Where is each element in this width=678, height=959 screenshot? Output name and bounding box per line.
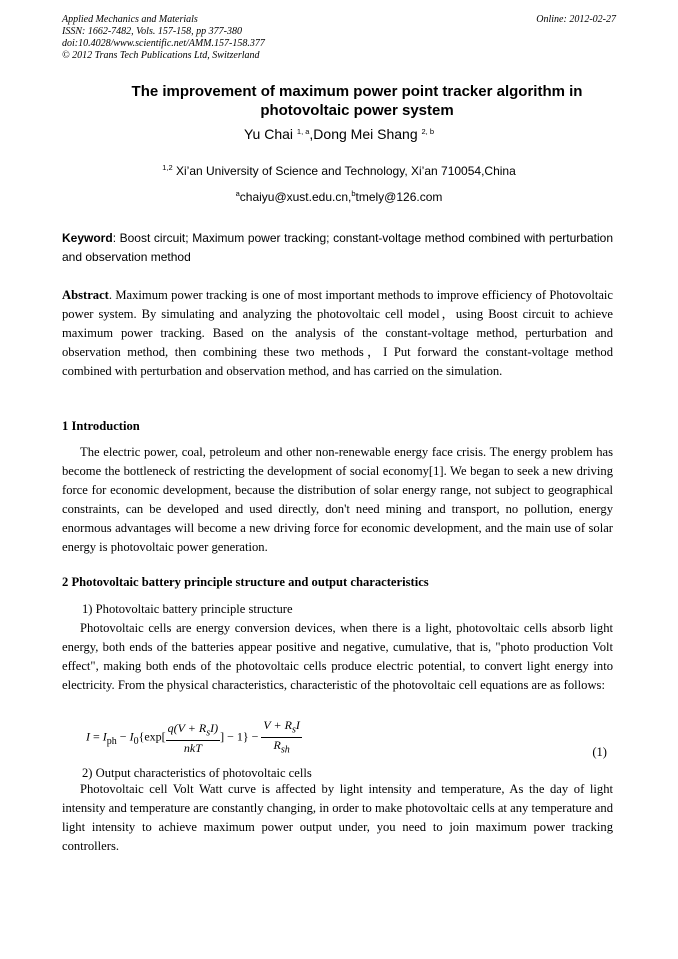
author-1-affil-mark: 1, a	[296, 127, 310, 136]
affiliation	[62, 164, 616, 178]
eq-exp-close: ] − 1} −	[220, 729, 262, 744]
equation-1	[86, 718, 613, 758]
eq-iph: I	[102, 729, 107, 744]
eq-fraction-2	[261, 718, 301, 758]
author-list	[62, 126, 616, 142]
email-a: chaiyu@xust.edu.cn,	[239, 190, 352, 204]
eq-exp-open: {exp[	[138, 729, 166, 744]
email-b: tmely@126.com	[355, 190, 443, 204]
subsection-2-heading: 2) Output characteristics of photovoltaic cells	[82, 766, 312, 780]
author-2-affil-mark: 2, b	[421, 127, 435, 136]
eq-sub-ph: ph	[106, 736, 117, 748]
email-line	[62, 190, 616, 204]
eq-minus: −	[116, 729, 130, 744]
abstract-label: Abstract	[62, 288, 109, 302]
eq-frac2-den-sub: sh	[280, 744, 290, 756]
keywords	[62, 229, 613, 267]
issn-line: ISSN: 1662-7482, Vols. 157-158, pp 377-380	[62, 26, 242, 37]
title-line-1: The improvement of maximum power point tracker algorithm in	[131, 83, 583, 100]
author-1: Yu Chai	[243, 126, 294, 142]
eq-equals: =	[90, 729, 103, 744]
section-1-paragraph: The electric power, coal, petroleum and other non-renewable energy face crisis. The energy problem has become the bottleneck of restricting the development of social economy[1]. We began to seek a new driving force for economic development, because the distribution of solar energy range, not subject to geographical constraints, can be developed and used directly, don't need mining and transport, no pollution, energy enormous advantages will become a new driving force for economic development, and the main use of solar energy is photovoltaic power generation.	[62, 445, 613, 554]
eq-frac1-sub: s	[206, 727, 211, 739]
eq-frac2-sub: s	[291, 724, 296, 736]
keywords-label: Keyword	[62, 231, 113, 245]
section-2-paragraph-1: Photovoltaic cells are energy conversion devices, when there is a light, photovoltaic cells absorb light energy, both ends of the batteries appear positive and negative, cumulative, that is, "photo production Volt effect", making both ends of the photovoltaic cells produce electric potential, to convert light energy into electricity. From the physical characteristics, characteristic of the photovoltaic cell equations are as follows:	[62, 621, 613, 692]
eq-frac1-den: nkT	[183, 741, 202, 756]
section-1-heading: 1 Introduction	[62, 419, 140, 433]
eq-frac2-den: R	[273, 738, 281, 753]
subsection-1-heading: 1) Photovoltaic battery principle structure	[82, 602, 293, 616]
keywords-text: : Boost circuit; Maximum power tracking; constant-voltage method combined with perturbation and observation method	[62, 231, 613, 264]
eq-lhs: I	[86, 729, 90, 744]
email-b-mark: b	[351, 189, 356, 198]
affiliation-text: Xi’an University of Science and Technology, Xi’an 710054,China	[172, 164, 516, 178]
section-2-paragraph-2: Photovoltaic cell Volt Watt curve is affected by light intensity and temperature, As the day of light intensity and temperature are constantly changing, in order to make photovoltaic cells at any temperature and light intensity to achieve maximum power output under, you need to join maximum power tracking controllers.	[62, 782, 613, 853]
eq-i0: I	[129, 729, 134, 744]
doi-line: doi:10.4028/www.scientific.net/AMM.157-158.377	[62, 38, 265, 49]
eq-fraction-1	[166, 721, 220, 755]
online-date: Online: 2012-02-27	[536, 14, 616, 25]
eq-frac1-num-tail: I)	[210, 720, 219, 735]
abstract	[62, 286, 613, 381]
email-a-mark: a	[235, 189, 240, 198]
journal-name: Applied Mechanics and Materials	[62, 14, 198, 25]
journal-header	[62, 14, 616, 62]
eq-sub-0: 0	[133, 736, 139, 748]
affiliation-mark: 1,2	[162, 163, 173, 172]
equation-number: (1)	[592, 745, 607, 759]
paper-title	[62, 82, 652, 120]
eq-frac2-num-tail: I	[295, 718, 300, 732]
copyright-line: © 2012 Trans Tech Publications Ltd, Switzerland	[62, 50, 260, 61]
section-2-heading: 2 Photovoltaic battery principle structure and output characteristics	[62, 575, 429, 589]
eq-frac2-num: V + R	[263, 718, 292, 732]
title-line-2: photovoltaic power system	[260, 102, 454, 119]
abstract-text: . Maximum power tracking is one of most important methods to improve efficiency of Photovoltaic power system. By simulating and analyzing the photovoltaic cell model，using Boost circuit to achieve maximum power tracking. Based on the analysis of the constant-voltage method, perturbation and observation method, then combining these two methods，I Put forward the constant-voltage method combined with perturbation and observation method, and has carried on the simulation.	[62, 288, 613, 378]
eq-frac1-num: q(V + R	[167, 720, 207, 735]
author-2: ,Dong Mei Shang	[309, 126, 418, 142]
